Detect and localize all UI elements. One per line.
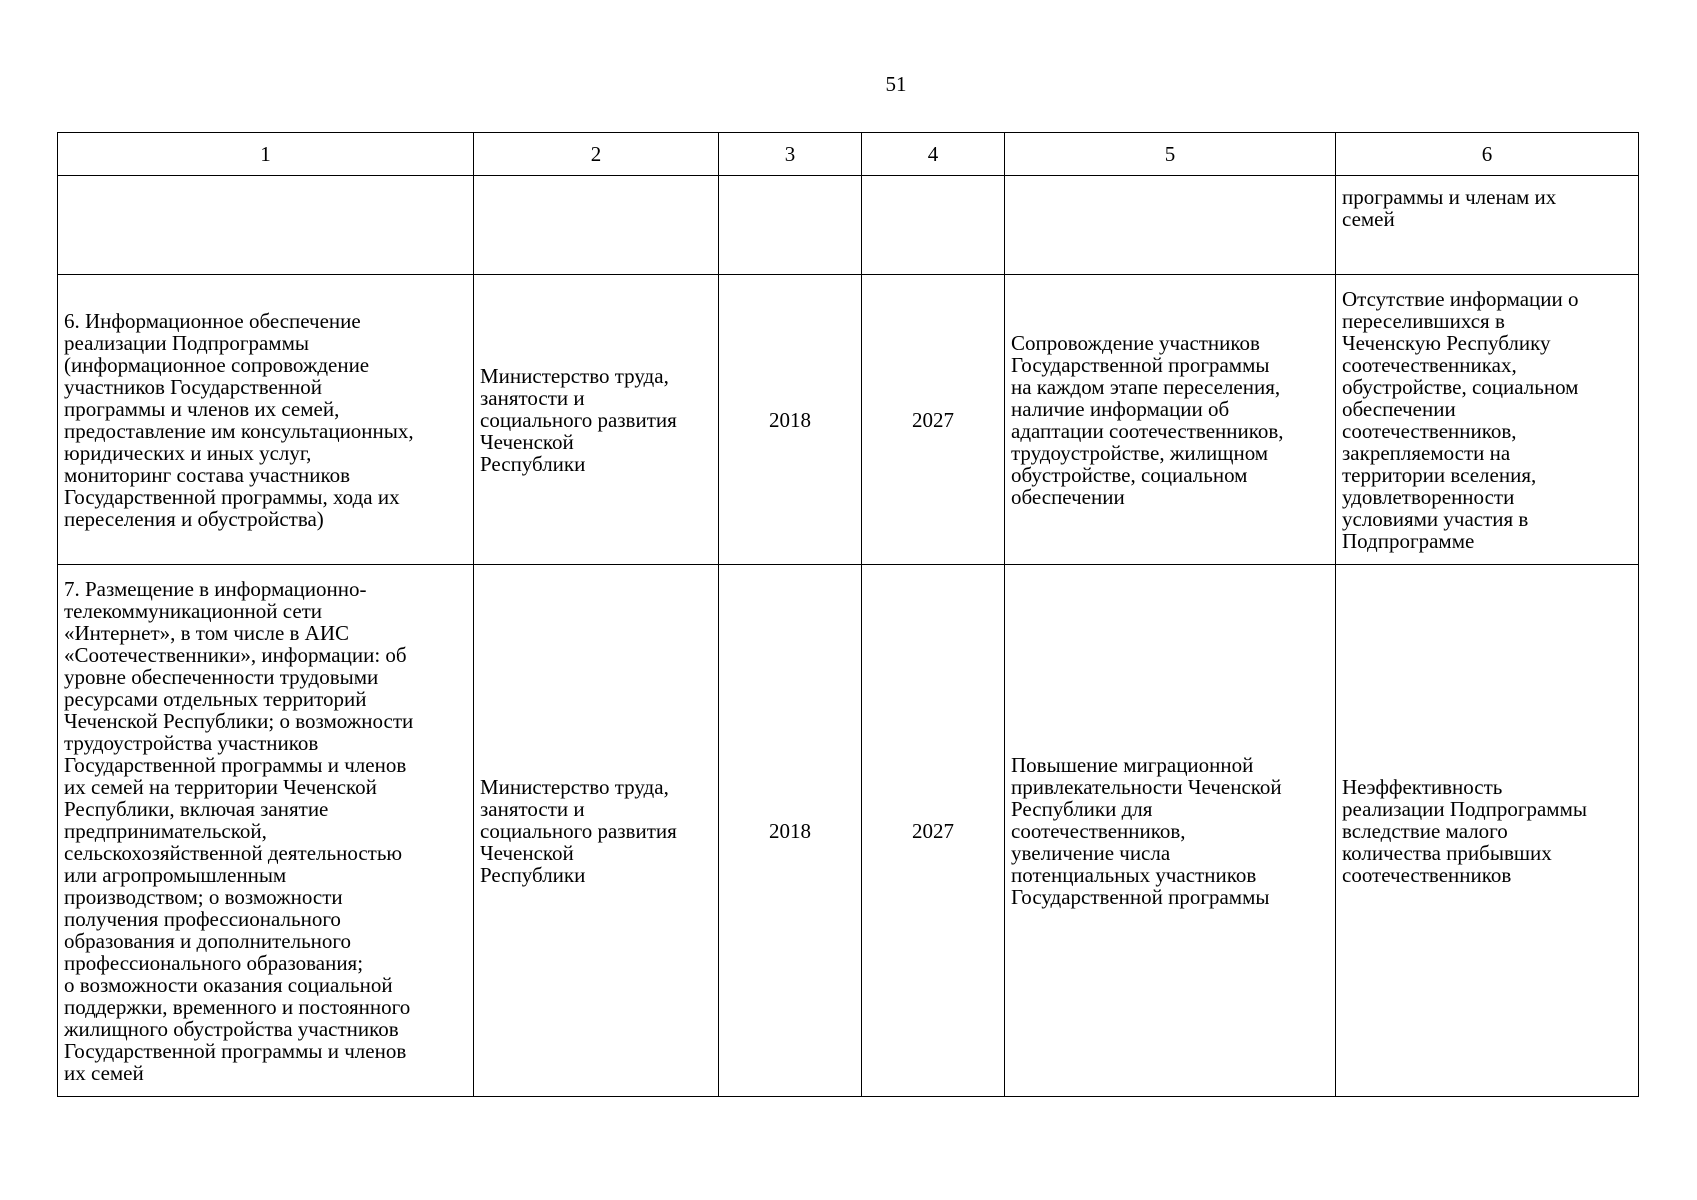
cell-start-year: 2018 <box>719 565 862 1097</box>
cell-measure: 7. Размещение в информационно- телекоммуникационной сети «Интернет», в том числе в АИС «Соотечественники», информации: об уровне обеспеченности трудовыми ресурсами отдельных территорий Чеченской Республики; о возможности трудоустройства участников Государственной программы и членов их семей на территории Чеченской Республики, включая занятие предпринимательской, сельскохозяйственной деятельностью или агропромышленным производством; о возможности получения профессионального образования и дополнительного профессионального образования; о возможности оказания социальной поддержки, временного и постоянного жилищного обустройства участников Государственной программы и членов их семей <box>58 565 474 1097</box>
cell-expected-result: Сопровождение участников Государственной программы на каждом этапе переселения, наличие информации об адаптации соотечественников, трудоустройстве, жилищном обустройстве, социальном обеспечении <box>1005 275 1336 565</box>
table-row <box>58 275 1639 565</box>
cell-measure <box>58 176 474 275</box>
cell-end-year: 2027 <box>862 565 1005 1097</box>
cell-expected-result: Повышение миграционной привлекательности Чеченской Республики для соотечественников, увеличение числа потенциальных участников Государственной программы <box>1005 565 1336 1097</box>
column-header-4: 4 <box>862 133 1005 176</box>
table-row <box>58 565 1639 1097</box>
cell-end-year <box>862 176 1005 275</box>
table-header-row <box>58 133 1639 176</box>
column-header-2: 2 <box>474 133 719 176</box>
cell-executor: Министерство труда, занятости и социального развития Чеченской Республики <box>474 275 719 565</box>
cell-executor <box>474 176 719 275</box>
cell-start-year: 2018 <box>719 275 862 565</box>
cell-consequences: Отсутствие информации о переселившихся в Чеченскую Республику соотечественниках, обустройстве, социальном обеспечении соотечественников, закрепляемости на территории вселения, удовлетворенности условиями участия в Подпрограмме <box>1336 275 1639 565</box>
column-header-6: 6 <box>1336 133 1639 176</box>
column-header-5: 5 <box>1005 133 1336 176</box>
cell-measure: 6. Информационное обеспечение реализации Подпрограммы (информационное сопровождение участников Государственной программы и членов их семей, предоставление им консультационных, юридических и иных услуг, мониторинг состава участников Государственной программы, хода их переселения и обустройства) <box>58 275 474 565</box>
measures-table <box>57 132 1639 1097</box>
cell-consequences: Неэффективность реализации Подпрограммы вследствие малого количества прибывших соотечественников <box>1336 565 1639 1097</box>
cell-executor: Министерство труда, занятости и социального развития Чеченской Республики <box>474 565 719 1097</box>
cell-end-year: 2027 <box>862 275 1005 565</box>
cell-expected-result <box>1005 176 1336 275</box>
page-number: 51 <box>885 72 907 96</box>
cell-start-year <box>719 176 862 275</box>
cell-consequences: программы и членам их семей <box>1336 176 1639 275</box>
column-header-3: 3 <box>719 133 862 176</box>
column-header-1: 1 <box>58 133 474 176</box>
table-row <box>58 176 1639 275</box>
